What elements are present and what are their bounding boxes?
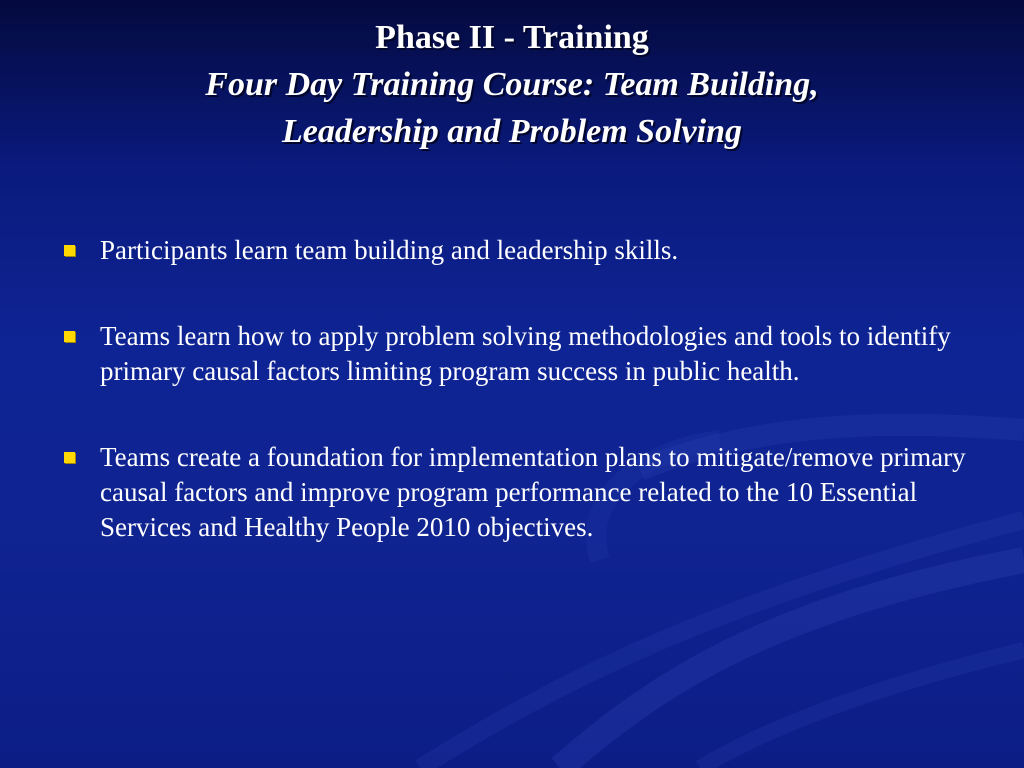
bullet-text: Teams create a foundation for implementation plans to mitigate/remove primary causal factors and improve program performance related to the 10 Essential Services and Healthy People 2010 objectives. — [100, 442, 966, 542]
bullet-list — [62, 233, 982, 596]
bullet-text: Teams learn how to apply problem solving methodologies and tools to identify primary causal factors limiting program success in public health. — [100, 321, 951, 386]
square-bullet-icon — [64, 245, 75, 256]
subtitle-line-1: Four Day Training Course: Team Building, — [205, 66, 819, 103]
square-bullet-icon — [64, 331, 75, 342]
bullet-item — [62, 233, 982, 268]
title-line-1: Phase II - Training — [375, 19, 649, 56]
slide-title — [0, 14, 1024, 155]
square-bullet-icon — [64, 452, 75, 463]
bullet-text: Participants learn team building and leadership skills. — [100, 235, 679, 265]
bullet-item — [62, 319, 982, 389]
subtitle-line-2: Leadership and Problem Solving — [282, 113, 742, 150]
bullet-item — [62, 440, 982, 545]
